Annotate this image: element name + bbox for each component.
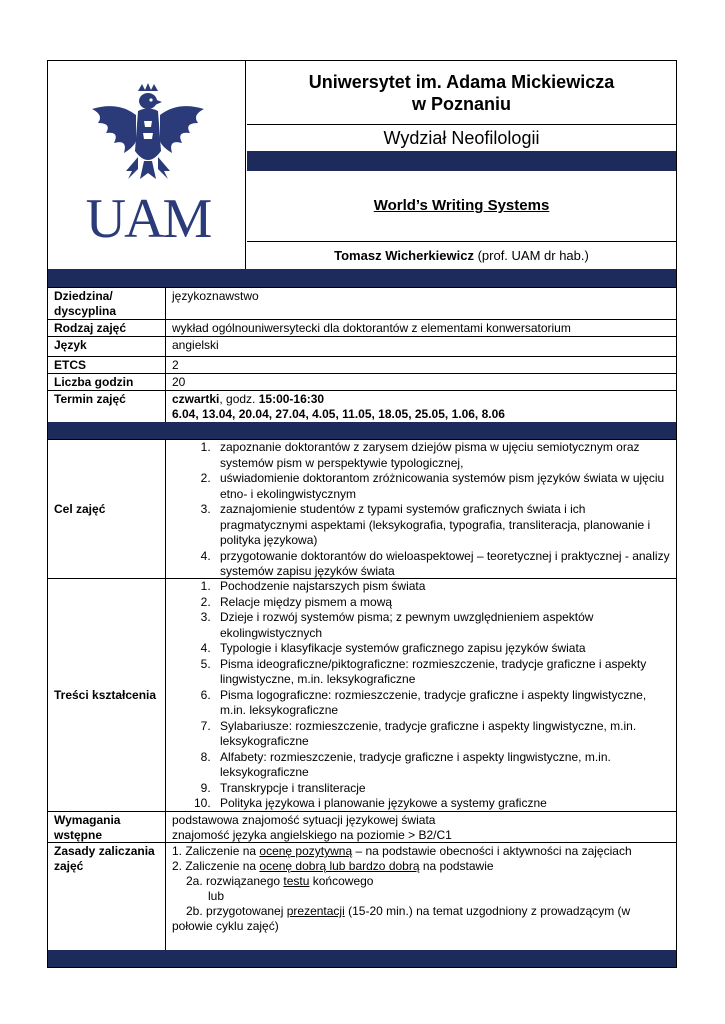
prereq-label: Wymagania wstępne [48, 812, 166, 842]
list-item: 6. Pisma logograficzne: rozmieszczenie, tradycje graficzne i aspekty lingwistyczne, m.in. leksykograficzne [214, 688, 670, 719]
rule-text: 1. Zaliczenie na [172, 844, 260, 858]
prereq-line1: podstawowa znajomość sytuacji językowej świata [172, 813, 436, 827]
field-label: Dziedzina/ dyscyplina [48, 288, 166, 319]
rule-2b [172, 904, 670, 934]
lecturer-title: (prof. UAM dr hab.) [477, 248, 589, 263]
hours-label: Liczba godzin [48, 374, 166, 390]
rule-2a [172, 874, 670, 889]
content-value [172, 579, 670, 812]
rule-text: 2a. rozwiązanego [186, 874, 284, 888]
rule-emphasis: ocenę pozytywną [259, 844, 353, 858]
lecturer-name: Tomasz Wicherkiewicz [334, 248, 474, 263]
ects-value: 2 [172, 358, 179, 372]
list-item: 7. Sylabariusze: rozmieszczenie, tradycje graficzne i aspekty lingwistyczne, m.in. leksykograficzne [214, 719, 670, 750]
rule-or: lub [208, 889, 225, 903]
university-logo [48, 61, 246, 269]
rule-text: końcowego [309, 874, 374, 888]
ects-label: ETCS [48, 357, 166, 373]
goals-label: Cel zajęć [48, 440, 166, 578]
rule-text: 2. Zaliczenie na [172, 859, 260, 873]
footer-bar [48, 950, 676, 967]
row-language [48, 336, 676, 356]
row-field [48, 287, 676, 319]
rule-text: 2b. przygotowanej [186, 904, 287, 918]
list-item: 9. Transkrypcje i transliteracje [214, 781, 670, 797]
type-label: Rodzaj zajęć [48, 320, 166, 336]
schedule-day: czwartki [172, 392, 220, 406]
list-item: 10. Polityka językowa i planowanie językowe a systemy graficzne [214, 796, 670, 812]
university-name [247, 61, 676, 125]
schedule-dates: 6.04, 13.04, 20.04, 27.04, 4.05, 11.05, 18.05, 25.05, 1.06, 8.06 [172, 407, 505, 421]
list-item: 1. Pochodzenie najstarszych pism świata [214, 579, 670, 595]
rule-emphasis: prezentacji [286, 904, 345, 918]
rule-text: na podstawie [419, 859, 494, 873]
field-value: językoznawstwo [172, 289, 259, 303]
language-label: Język [48, 337, 166, 356]
list-item: 8. Alfabety: rozmieszczenie, tradycje graficzne i aspekty lingwistyczne, m.in. leksykograficzne [214, 750, 670, 781]
row-goals [48, 439, 676, 578]
logo-text: UAM [85, 188, 211, 250]
content-label: Treści kształcenia [48, 579, 166, 811]
row-type [48, 319, 676, 336]
schedule-label: Termin zajęć [48, 391, 166, 422]
row-ects [48, 356, 676, 373]
schedule-mid: , godz. [219, 392, 259, 406]
list-item: 5. Pisma ideograficzne/piktograficzne: rozmieszczenie, tradycje graficzne i aspekty lingwistyczne, m.in. leksykograficzne [214, 657, 670, 688]
list-item: 1. zapoznanie doktorantów z zarysem dziejów pisma w ujęciu semiotycznym oraz systemów pism w perspektywie typologicznej, [214, 440, 670, 471]
list-item: 2. Relacje między pismem a mową [214, 595, 670, 611]
row-rules [48, 842, 676, 950]
section-divider-bar [48, 422, 676, 439]
header-section [48, 61, 676, 269]
row-prereq [48, 811, 676, 842]
rule-emphasis: testu [283, 874, 310, 888]
rule-emphasis: ocenę dobrą lub bardzo dobrą [259, 859, 420, 873]
rule-text: (15-20 min.) na temat uzgodniony z prowadzącym (w połowie cyklu zajęć) [172, 904, 631, 933]
section-divider-bar [48, 269, 676, 287]
prereq-value [172, 813, 670, 843]
row-schedule [48, 390, 676, 422]
list-item: 2. uświadomienie doktorantom zróżnicowania systemów pism języków świata w ujęciu etno- i ekolingwistycznym [214, 471, 670, 502]
row-content [48, 578, 676, 811]
schedule-time: 15:00-16:30 [258, 392, 325, 406]
eagle-icon [48, 61, 246, 269]
list-item: 4. Typologie i klasyfikacje systemów graficznego zapisu języków świata [214, 641, 670, 657]
list-item: 3. zaznajomienie studentów z typami systemów graficznych świata i ich pragmatycznymi aspektami (leksykografia, typografia, transliteracja, planowanie i polityka językowa) [214, 502, 670, 549]
row-hours [48, 373, 676, 390]
prereq-line2: znajomość języka angielskiego na poziomie > B2/C1 [172, 828, 452, 842]
rules-label: Zasady zaliczania zajęć [48, 843, 166, 950]
course-title: World’s Writing Systems [247, 171, 676, 242]
syllabus-table [47, 60, 677, 968]
faculty-name: Wydział Neofilologii [383, 128, 540, 148]
header-divider-bar [247, 151, 676, 171]
rule-text: – na podstawie obecności i aktywności na zajęciach [352, 844, 632, 858]
hours-value: 20 [172, 375, 186, 389]
university-line2: w Poznaniu [412, 94, 511, 114]
goals-value [172, 440, 670, 580]
rule-1 [172, 844, 670, 859]
type-value: wykład ogólnouniwersytecki dla doktorantów z elementami konwersatorium [172, 321, 571, 335]
list-item: 4. przygotowanie doktorantów do wieloaspektowej – teoretycznej i praktycznej - analizy systemów zapisu języków świata [214, 549, 670, 580]
lecturer [247, 242, 676, 269]
schedule-value [172, 392, 670, 422]
goals-list [172, 440, 670, 580]
language-value: angielski [172, 338, 219, 352]
rules-value [172, 844, 670, 934]
university-line1: Uniwersytet im. Adama Mickiewicza [308, 72, 615, 92]
list-item: 3. Dzieje i rozwój systemów pisma; z pewnym uwzględnieniem aspektów ekolingwistycznych [214, 610, 670, 641]
rule-2 [172, 859, 670, 874]
content-list [172, 579, 670, 812]
